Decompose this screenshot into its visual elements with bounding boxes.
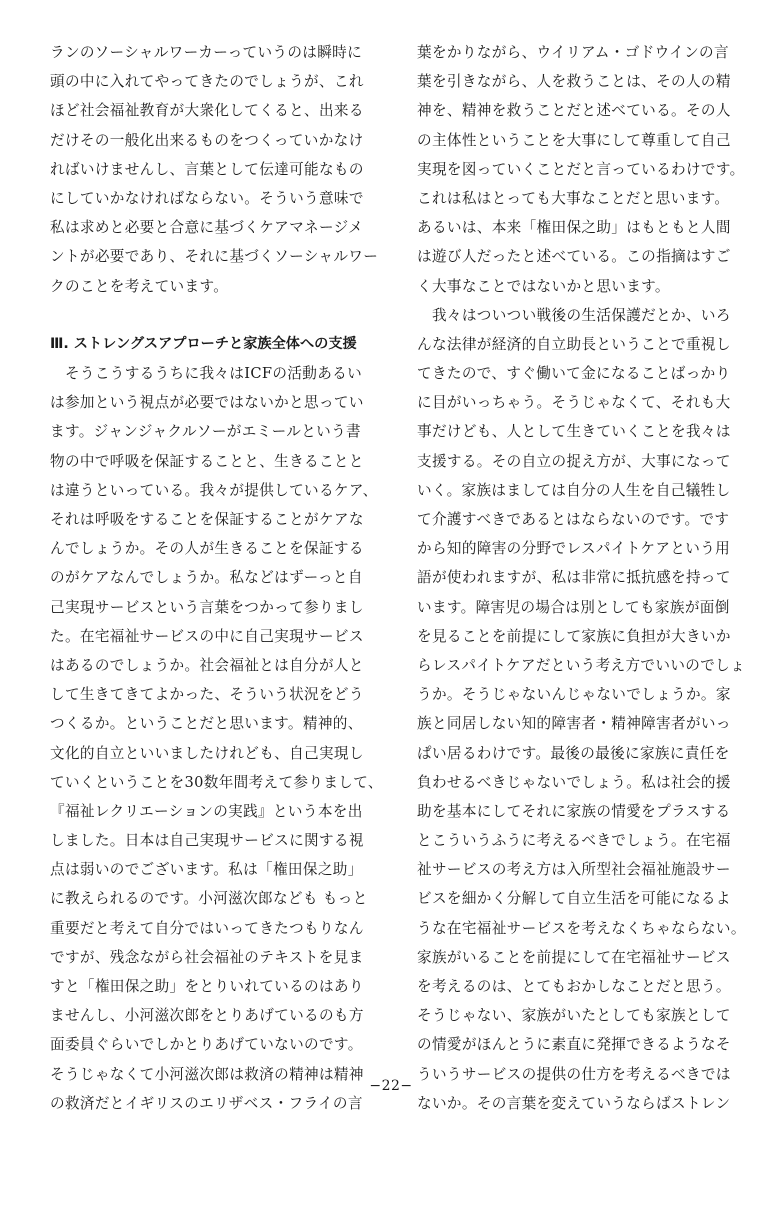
text-line: そうじゃなくて小河滋次郎は救済の精神は精神: [50, 1065, 364, 1083]
text-line: 点は弱いのでございます。私は「権田保之助」: [50, 861, 363, 879]
text-line: んでしょうか。その人が生きることを保証する: [50, 540, 364, 558]
text-line: を考えるのは、とてもおかしなことだと思う。: [417, 978, 731, 995]
text-line: て介護すべきであるとはならないのです。です: [417, 511, 730, 528]
text-line: はあるのでしょうか。社会福祉とは自分が人と: [50, 656, 364, 674]
text-line: のがケアなんでしょうか。私などはずーっと自: [50, 569, 363, 587]
text-line: つくるか。ということだと思います。精神的、: [50, 715, 363, 733]
text-line: すと「権田保之助」をとりいれているのはあり: [50, 978, 364, 995]
text-line: うな在宅福祉サービスを考えなくちゃならない。: [417, 919, 746, 937]
text-line: ういうサービスの提供の仕方を考えるべきでは: [417, 1065, 731, 1083]
text-line: 面委員ぐらいでしかとりあげていないのです。: [50, 1036, 363, 1054]
text-line: うか。そうじゃないんじゃないでしょうか。家: [417, 686, 731, 704]
text-line: 『福祉レクリエーションの実践』という本を出: [50, 802, 363, 820]
right-column: [417, 38, 752, 1118]
text-line: ていくということを30数年間考えて参りまして、: [50, 773, 383, 791]
section-heading: Ⅲ. ストレングスアプローチと家族全体への支援: [50, 335, 357, 352]
text-line: それは呼吸をすることを保証することがケアな: [50, 511, 364, 528]
text-line: は遊び人だったと述べている。この指摘はすご: [417, 248, 731, 266]
text-line: にしていかなければならない。そういう意味で: [50, 189, 364, 207]
text-line: ないか。その言葉を変えていうならばストレン: [417, 1094, 731, 1112]
text-line: 祉サービスの考え方は入所型社会福祉施設サー: [417, 861, 731, 879]
page-number: −22−: [369, 1078, 413, 1094]
text-line: とこういうふうに考えるべきでしょう。在宅福: [417, 832, 731, 850]
text-line: 頭の中に入れてやってきたのでしょうが、これ: [50, 73, 364, 91]
text-line: しました。日本は自己実現サービスに関する視: [50, 832, 364, 850]
text-line: らレスパイトケアだという考え方でいいのでしょ: [417, 656, 746, 674]
text-line: います。障害児の場合は別としても家族が面倒: [417, 598, 730, 616]
text-line: ですが、残念ながら社会福祉のテキストを見ま: [50, 948, 364, 966]
text-line: 語が使われますが、私は非常に抵抗感を持って: [417, 569, 731, 587]
paragraph: [50, 38, 385, 301]
text-line: 私は求めと必要と合意に基づくケアマネージメ: [50, 219, 364, 237]
text-line: 物の中で呼吸を保証することと、生きることと: [50, 452, 364, 470]
text-line: ぱい居るわけです。最後の最後に家族に責任を: [417, 744, 730, 762]
text-line: 族と同居しない知的障害者・精神障害者がいっ: [417, 715, 731, 733]
text-line: ほど社会福祉教育が大衆化してくると、出来る: [50, 102, 364, 120]
paragraph: [417, 38, 752, 301]
text-line: これは私はとっても大事なことだと思います。: [417, 189, 730, 207]
text-line: ビスを細かく分解して自立生活を可能になるよ: [417, 890, 731, 908]
paragraph: [417, 301, 752, 1118]
text-line: から知的障害の分野でレスパイトケアという用: [417, 540, 731, 558]
left-column: [50, 38, 385, 1118]
text-line: ランのソーシャルワーカーっていうのは瞬時に: [50, 44, 363, 61]
text-line: 己実現サービスという言葉をつかって参りまし: [50, 598, 364, 616]
text-line: 葉を引きながら、人を救うことは、その人の精: [417, 73, 731, 91]
text-line: 事だけども、人として生きていくことを我々は: [417, 423, 731, 441]
paragraph: [50, 359, 385, 1118]
text-line: に教えられるのです。小河滋次郎なども もっと: [50, 890, 368, 908]
text-line: して生きてきてよかった、そういう状況をどう: [50, 686, 364, 704]
text-line: は参加という視点が必要ではないかと思ってい: [50, 394, 364, 412]
text-line: 重要だと考えて自分ではいってきたつもりなん: [50, 919, 364, 937]
text-line: 助を基本にしてそれに家族の情愛をプラスする: [417, 802, 731, 820]
text-line: んな法律が経済的自立助長ということで重視し: [417, 335, 731, 353]
text-line: は違うといっている。我々が提供しているケア、: [50, 481, 378, 499]
text-line: の主体性ということを大事にして尊重して自己: [417, 131, 731, 149]
text-line: く大事なことではないかと思います。: [417, 277, 670, 295]
text-line: 葉をかりながら、ウイリアム・ゴドウインの言: [417, 44, 729, 61]
text-line: 神を、精神を救うことだと述べている。その人: [417, 102, 731, 120]
text-line: 家族がいることを前提にして在宅福祉サービス: [417, 948, 731, 966]
text-line: ればいけませんし、言葉として伝達可能なもの: [50, 160, 364, 178]
text-line: の情愛がほんとうに素直に発揮できるようなそ: [417, 1036, 731, 1054]
text-line: てきたので、すぐ働いて金になることばっかり: [417, 365, 731, 383]
text-line: 文化的自立といいましたけれども、自己実現し: [50, 744, 364, 762]
text-line: ます。ジャンジャクルソーがエミールという書: [50, 423, 361, 441]
text-line: いく。家族はましては自分の人生を自己犠牲し: [417, 481, 731, 499]
text-line: そうこうするうちに我々はICFの活動あるい: [50, 365, 363, 383]
text-line: あるいは、本来「権田保之助」はもともと人間: [417, 219, 731, 237]
text-line: の救済だとイギリスのエリザベス・フライの言: [50, 1094, 363, 1112]
text-line: に目がいっちゃう。そうじゃなくて、それも大: [417, 394, 731, 412]
text-line: 負わせるべきじゃないでしょう。私は社会的援: [417, 773, 731, 791]
paragraph-gap: [50, 301, 385, 330]
text-line: そうじゃない、家族がいたとしても家族として: [417, 1007, 731, 1025]
text-line: ントが必要であり、それに基づくソーシャルワー: [50, 248, 379, 266]
text-line: を見ることを前提にして家族に負担が大きいか: [417, 627, 731, 645]
text-line: クのことを考えています。: [50, 277, 229, 295]
text-line: 我々はついつい戦後の生活保護だとか、いろ: [417, 306, 731, 324]
text-line: 支援する。その自立の捉え方が、大事になって: [417, 452, 731, 470]
text-line: た。在宅福祉サービスの中に自己実現サービス: [50, 627, 364, 645]
text-line: 実現を図っていくことだと言っているわけです。: [417, 160, 745, 178]
text-line: だけその一般化出来るものをつくっていかなけ: [50, 131, 364, 149]
text-line: ませんし、小河滋次郎をとりあげているのも方: [50, 1007, 364, 1025]
